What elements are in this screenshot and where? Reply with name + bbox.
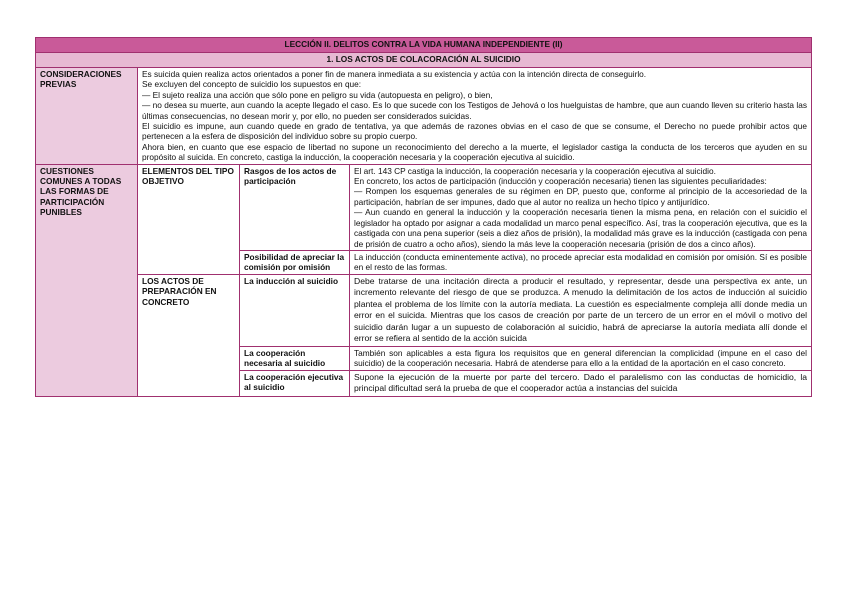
rasgos-text xyxy=(350,164,812,250)
lesson-title: LECCIÓN II. DELITOS CONTRA LA VIDA HUMANA INDEPENDIENTE (II) xyxy=(36,38,812,53)
coop-ejecutiva-label: La cooperación ejecutiva al suicidio xyxy=(240,370,350,396)
coop-necesaria-text: También son aplicables a esta figura los requisitos que en general diferencian la complicidad (impune en el caso del suicidio) de la cooperación necesaria. Habrá de atenderse para ello a la entidad de la aportación en el caso concreto. xyxy=(350,346,812,370)
section-title: 1. LOS ACTOS DE COLACORACIÓN AL SUICIDIO xyxy=(36,53,812,68)
induccion-text: Debe tratarse de una incitación directa a producir el resultado, y representar, desde una perspectiva ex ante, un incremento relevante del riesgo de que se produzca. A menudo la delimitación de los actos de inducción al suicidio plantea el problema de los límite con la autoría mediata. La cuestión es especialmente compleja allí donde media un error en el suicida. Mientras que los casos de creación por parte de un tercero de un error en el móvil o motivo del suicidio darán lugar a un supuesto de colaboración al suicidio, habrá de apreciarse la autoría mediata allí donde el error se refiera al sentido de la acción suicida xyxy=(350,274,812,346)
coop-ejecutiva-text: Supone la ejecución de la muerte por parte del tercero. Dado el paralelismo con las conductas de homicidio, la principal dificultad será la prueba de que el cooperador actúa a instancias del suicida xyxy=(350,370,812,396)
elementos-label: ELEMENTOS DEL TIPO OBJETIVO xyxy=(138,164,240,274)
cuestiones-label: CUESTIONES COMUNES A TODAS LAS FORMAS DE PARTICIPACIÓN PUNIBLES xyxy=(36,164,138,396)
rasgos-paragraph: — Aun cuando en general la inducción y la cooperación necesaria tienen la misma pena, en relación con el suicidio el legislador ha optado por asignar a cada modalidad un marco penal específico. Así, tras la cooperación ejecutiva, que es la castigada con una pena superior (seis a diez años de prisión), la modalidad más grave es la inducción (castigada con pena de prisión de cuatro a ocho años), siendo la más leve la cooperación necesaria (prisión de dos a cinco años). xyxy=(354,207,808,249)
consideraciones-paragraph: Es suicida quien realiza actos orientados a poner fin de manera inmediata a su existencia y actúa con la intención directa de conseguirlo. xyxy=(142,69,647,79)
consideraciones-label: CONSIDERACIONES PREVIAS xyxy=(36,68,138,165)
preparacion-label: LOS ACTOS DE PREPARACIÓN EN CONCRETO xyxy=(138,274,240,396)
rasgos-paragraph: El art. 143 CP castiga la inducción, la cooperación necesaria y la cooperación ejecutiva al suicidio. xyxy=(354,165,716,176)
consideraciones-text xyxy=(138,68,812,165)
consideraciones-paragraph: — no desea su muerte, aun cuando la acepte llegado el caso. Es lo que sucede con los Testigos de Jehová o los huelguistas de hambre, que aun cuando lleven su criterio hasta las últimas consecuencias, no desean morir y, por ello, no pueden ser considerados suicidas. xyxy=(142,100,808,121)
consideraciones-paragraph: Se excluyen del concepto de suicidio los supuestos en que: xyxy=(142,79,362,90)
omision-text: La inducción (conducta eminentemente activa), no procede apreciar esta modalidad en comisión por omisión. Sí es posible en el resto de las formas. xyxy=(350,250,812,274)
consideraciones-paragraph: El suicidio es impune, aun cuando quede en grado de tentativa, ya que además de razones obvias en el caso de que se consume, el Derecho no puede prohibir actos que pertenecen a la esfera de disposición del individuo sobre su propio cuerpo. xyxy=(142,121,808,142)
rasgos-paragraph: En concreto, los actos de participación (inducción y cooperación necesaria) tienen las siguientes peculiaridades: xyxy=(354,176,767,187)
induccion-label: La inducción al suicidio xyxy=(240,274,350,346)
lesson-table xyxy=(35,37,812,397)
coop-necesaria-label: La cooperación necesaria al suicidio xyxy=(240,346,350,370)
consideraciones-paragraph: Ahora bien, en cuanto que ese espacio de libertad no supone un reconocimiento del derecho a la muerte, el legislador castiga la conducta de los terceros que ayuden en su propósito al suicida. En concreto, castiga la inducción, la cooperación necesaria y la cooperación ejecutiva al suicidio. xyxy=(142,141,808,163)
omision-label: Posibilidad de apreciar la comisión por omisión xyxy=(240,250,350,274)
rasgos-label: Rasgos de los actos de participación xyxy=(240,164,350,250)
rasgos-paragraph: — Rompen los esquemas generales de su régimen en DP, puesto que, conforme al principio de la accesoriedad de la participación, habrían de ser impunes, dado que al autor no realiza un hecho típico y antijurídico. xyxy=(354,186,808,207)
consideraciones-paragraph: — El sujeto realiza una acción que sólo pone en peligro su vida (autopuesta en peligro), o bien, xyxy=(142,89,493,100)
